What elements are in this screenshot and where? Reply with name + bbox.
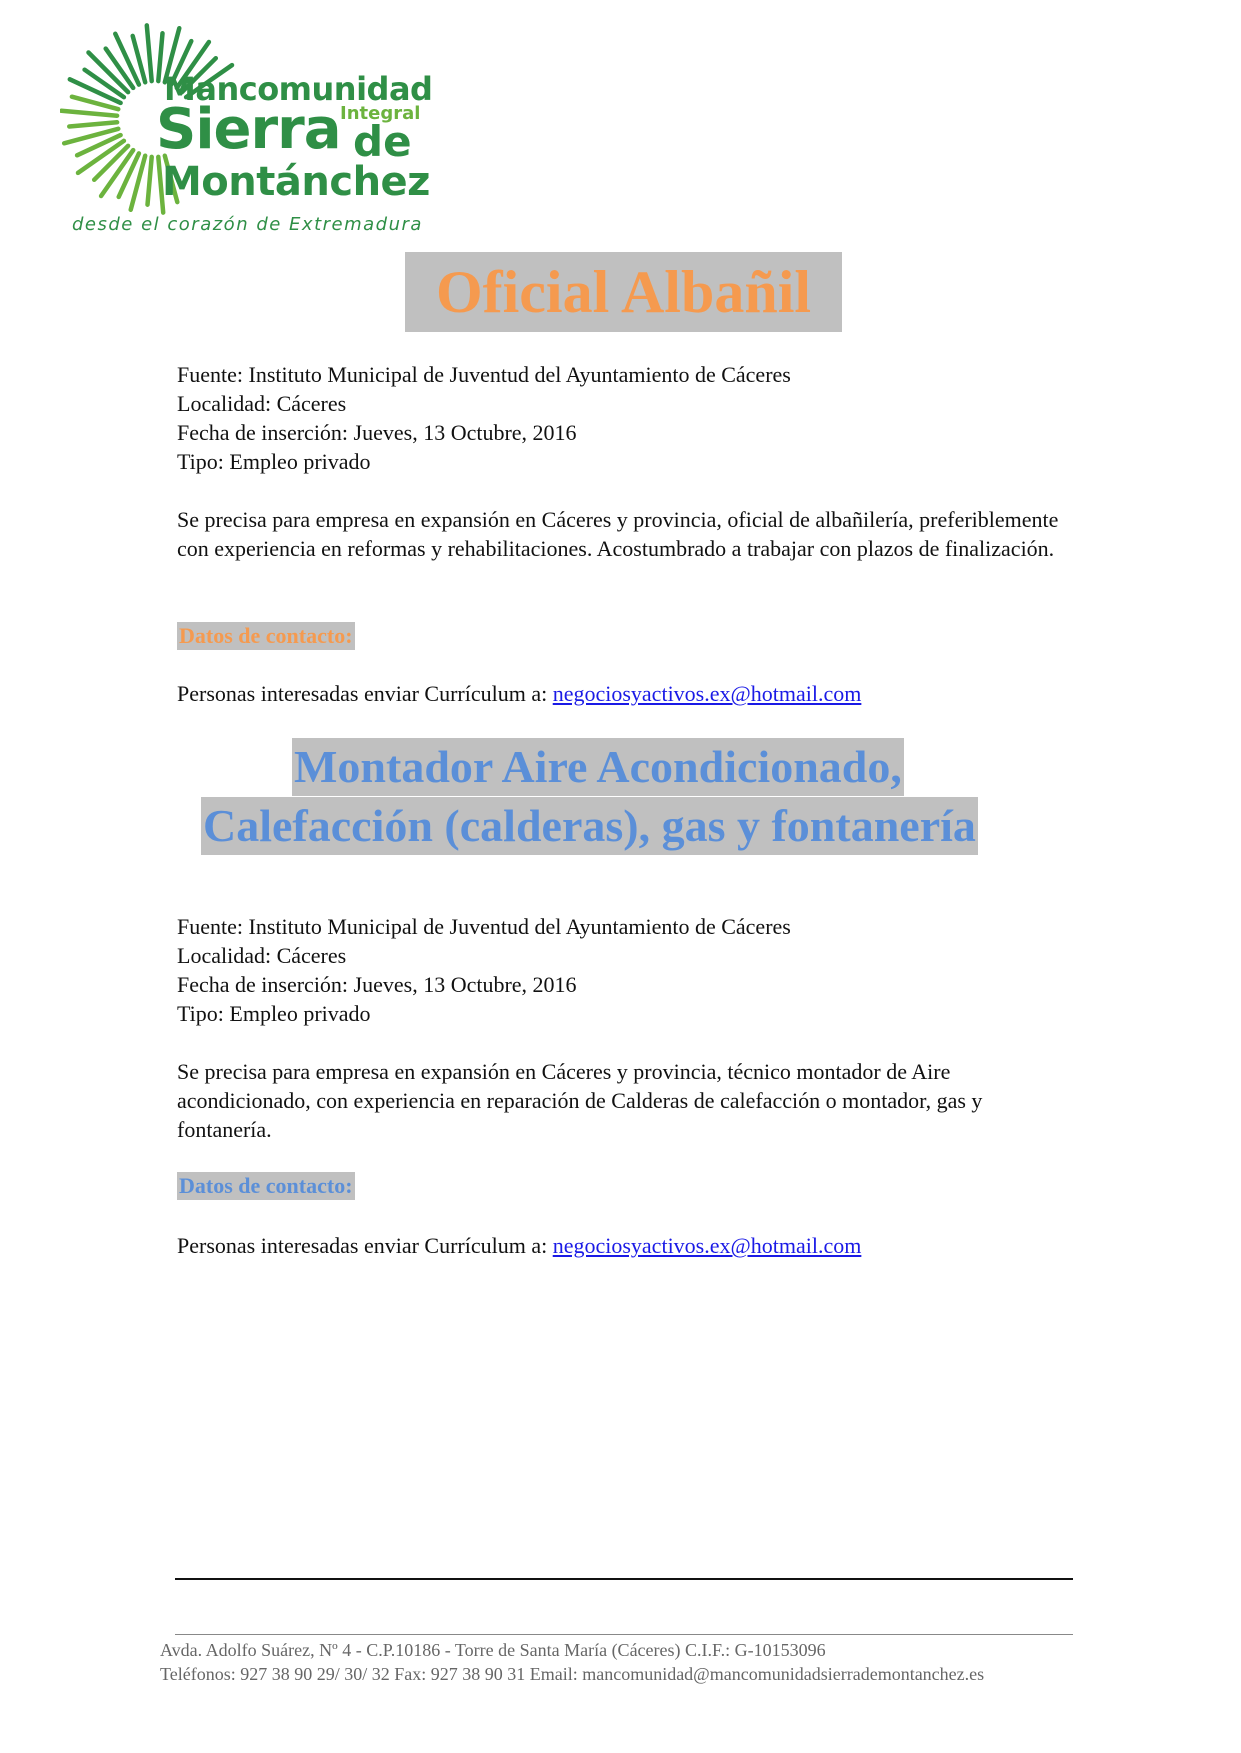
offer1-fecha: Fecha de inserción: Jueves, 13 Octubre, 2016 <box>177 420 577 445</box>
offer2-title-line2: Calefacción (calderas), gas y fontanería <box>201 797 978 855</box>
offer2-meta <box>177 912 1077 1028</box>
logo-integral: Integral <box>340 103 421 124</box>
offer1-send-text: Personas interesadas enviar Currículum a: <box>177 681 548 706</box>
logo-line-sierra: Sierra <box>156 97 341 162</box>
offer2-send-text: Personas interesadas enviar Currículum a: <box>177 1233 548 1258</box>
offer1-description: Se precisa para empresa en expansión en Cáceres y provincia, oficial de albañilería, preferiblemente con experiencia en reformas y rehabilitaciones. Acostumbrado a trabajar con plazos de finalización. <box>177 507 1059 561</box>
logo-tagline: desde el corazón de Extremadura <box>72 214 423 235</box>
offer2-localidad: Localidad: Cáceres <box>177 943 347 968</box>
logo-line-montanchez: Montánchez <box>162 159 430 205</box>
offer1-contact-label: Datos de contacto: <box>179 623 353 648</box>
footer-address: Avda. Adolfo Suárez, Nº 4 - C.P.10186 - Torre de Santa María (Cáceres) C.I.F.: G-10153096 <box>160 1640 826 1660</box>
footer-divider-thin <box>175 1634 1073 1635</box>
offer2-fecha: Fecha de inserción: Jueves, 13 Octubre, 2016 <box>177 972 577 997</box>
offer1-email-link[interactable]: negociosyactivos.ex@hotmail.com <box>552 681 862 706</box>
offer2-fuente: Fuente: Instituto Municipal de Juventud del Ayuntamiento de Cáceres <box>177 914 791 939</box>
offer2-description: Se precisa para empresa en expansión en Cáceres y provincia, técnico montador de Aire acondicionado, con experiencia en reparación de Calderas de calefacción o montador, gas y fontanería. <box>177 1059 983 1142</box>
offer1-send-line <box>177 679 1077 708</box>
offer2-send-line <box>177 1231 1077 1260</box>
offer1-meta <box>177 360 1077 476</box>
footer-contact: Teléfonos: 927 38 90 29/ 30/ 32 Fax: 927 38 90 31 Email: mancomunidad@mancomunidadsierrademontanchez.es <box>160 1664 985 1684</box>
logo-ray <box>148 157 152 205</box>
offer2-tipo: Tipo: Empleo privado <box>177 1001 371 1026</box>
logo-ray <box>69 122 117 126</box>
offer1-title: Oficial Albañil <box>405 252 842 332</box>
footer-divider-thick <box>175 1578 1073 1580</box>
offer2-email-link[interactable]: negociosyactivos.ex@hotmail.com <box>552 1233 862 1258</box>
offer2-contact-label: Datos de contacto: <box>179 1173 353 1198</box>
offer2-title-line1: Montador Aire Acondicionado, <box>292 738 904 796</box>
offer1-localidad: Localidad: Cáceres <box>177 391 347 416</box>
logo-ray <box>147 25 152 81</box>
logo-line-mancomunidad: Mancomunidad <box>164 70 433 108</box>
logo-ray <box>61 111 117 116</box>
logo-de: de <box>353 117 412 166</box>
offer1-fuente: Fuente: Instituto Municipal de Juventud del Ayuntamiento de Cáceres <box>177 362 791 387</box>
offer1-tipo: Tipo: Empleo privado <box>177 449 371 474</box>
logo-ray <box>158 33 162 81</box>
